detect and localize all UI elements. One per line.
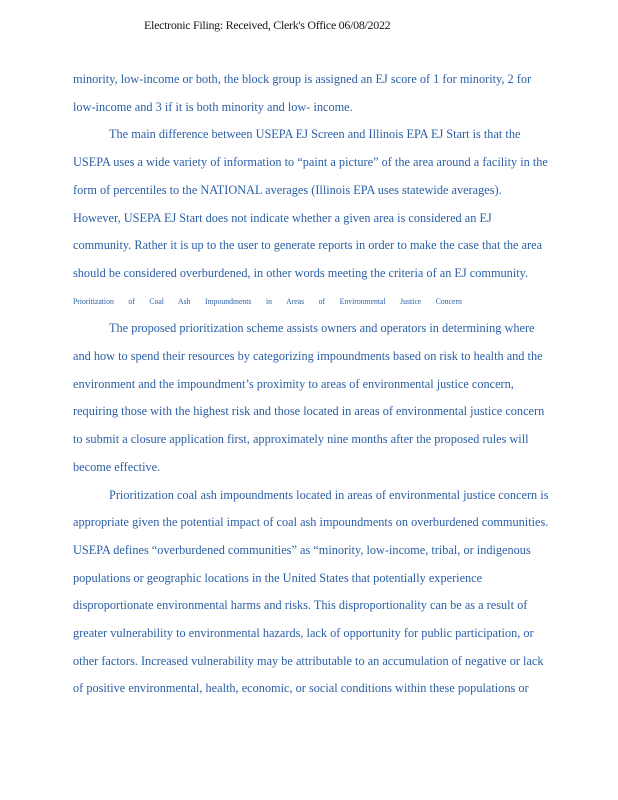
- text-line: should be considered overburdened, in other words meeting the criteria of an EJ community.: [73, 265, 529, 280]
- text-line: populations or geographic locations in the United States that potentially experience: [73, 570, 483, 585]
- paragraph-prioritization-scheme: [73, 315, 583, 481]
- text-line: low-income and 3 if it is both minority and low- income.: [73, 99, 353, 114]
- text-line: requiring those with the highest risk and those located in areas of environmental justice concern: [73, 404, 545, 419]
- section-heading: Prioritization of Coal Ash Impoundments in Areas of Environmental Justice Concern: [73, 295, 462, 306]
- text-line: The proposed prioritization scheme assists owners and operators in determining where: [109, 321, 535, 336]
- text-line: greater vulnerability to environmental hazards, lack of opportunity for public participation, or: [73, 626, 534, 641]
- text-line: become effective.: [73, 459, 161, 474]
- text-line: of positive environmental, health, economic, or social conditions within these populations or: [73, 681, 529, 696]
- text-line: disproportionate environmental harms and risks. This disproportionality can be as a result of: [73, 598, 528, 613]
- text-line: Prioritization coal ash impoundments located in areas of environmental justice concern is: [109, 487, 549, 502]
- text-line: However, USEPA EJ Start does not indicate whether a given area is considered an EJ: [73, 210, 492, 225]
- text-line: other factors. Increased vulnerability may be attributable to an accumulation of negative or lack: [73, 653, 544, 668]
- text-line: community. Rather it is up to the user to generate reports in order to make the case that the area: [73, 238, 543, 253]
- filing-header: Electronic Filing: Received, Clerk's Office 06/08/2022: [144, 18, 391, 32]
- text-line: form of percentiles to the NATIONAL averages (Illinois EPA uses statewide averages).: [73, 182, 502, 197]
- text-line: appropriate given the potential impact of coal ash impoundments on overburdened communities.: [73, 515, 549, 530]
- text-line: The main difference between USEPA EJ Screen and Illinois EPA EJ Start is that the: [109, 127, 521, 142]
- paragraph-overburdened-communities: [73, 482, 583, 704]
- text-line: USEPA defines “overburdened communities” as “minority, low-income, tribal, or indigenous: [73, 542, 531, 557]
- text-line: environment and the impoundment’s proximity to areas of environmental justice concern,: [73, 376, 514, 391]
- text-line: USEPA uses a wide variety of information to “paint a picture” of the area around a facility in the: [73, 155, 548, 170]
- document-body: [73, 66, 583, 703]
- text-line: minority, low-income or both, the block group is assigned an EJ score of 1 for minority, 2 for: [73, 72, 532, 86]
- text-line: to submit a closure application first, approximately nine months after the proposed rules will: [73, 432, 529, 447]
- paragraph-ejscreen-comparison: [73, 121, 583, 287]
- text-line: and how to spend their resources by categorizing impoundments based on risk to health and the: [73, 349, 543, 364]
- paragraph-continuation: [73, 66, 583, 121]
